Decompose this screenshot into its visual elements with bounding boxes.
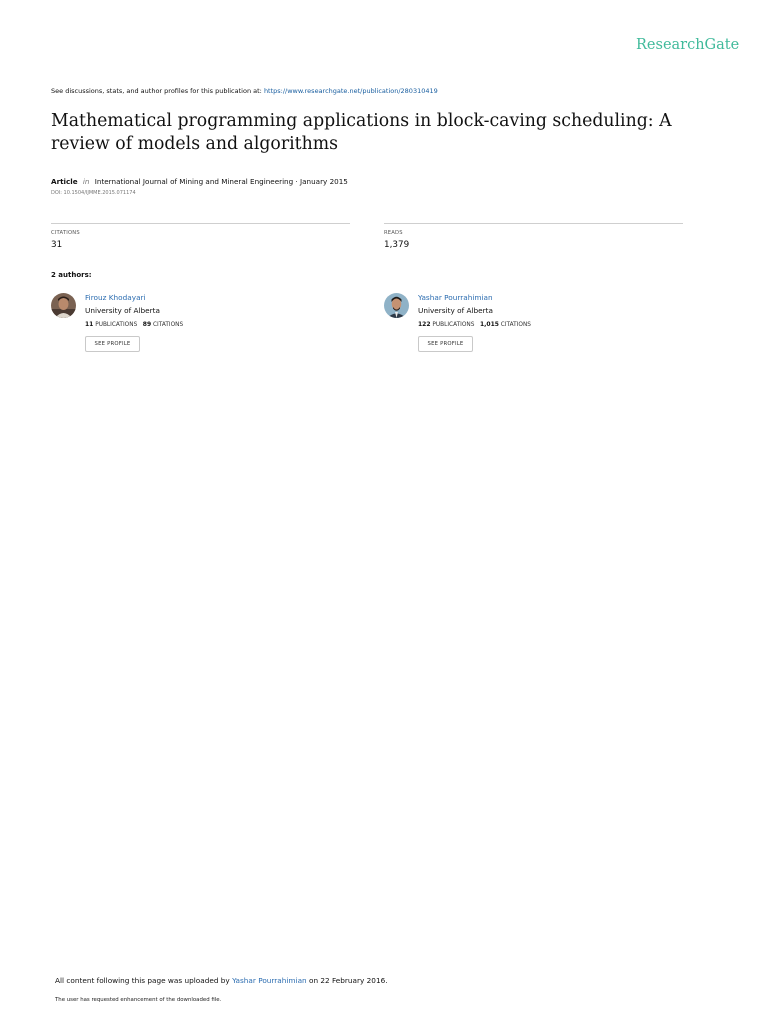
publications-label: PUBLICATIONS — [95, 322, 138, 328]
author-name-link[interactable]: Yashar Pourrahimian — [418, 293, 493, 302]
citations-label: CITATIONS — [51, 230, 80, 236]
author-name-link[interactable]: Firouz Khodayari — [85, 293, 146, 302]
author-affiliation: University of Alberta — [418, 306, 493, 315]
publications-count: 122 — [418, 321, 431, 328]
publication-link[interactable]: https://www.researchgate.net/publication/280310419 — [263, 87, 438, 95]
journal-info: International Journal of Mining and Mineral Engineering · January 2015 — [94, 177, 348, 186]
reads-value: 1,379 — [384, 240, 410, 250]
author-counts — [85, 321, 183, 328]
reads-divider — [384, 223, 683, 224]
author-affiliation: University of Alberta — [85, 306, 160, 315]
publications-label: PUBLICATIONS — [432, 322, 475, 328]
avatar[interactable] — [384, 293, 409, 318]
citations-count: 89 — [142, 321, 152, 328]
publications-count: 11 — [85, 321, 94, 328]
enhancement-note: The user has requested enhancement of the downloaded file. — [55, 997, 222, 1003]
doi: DOI: 10.1504/IJMME.2015.071174 — [51, 190, 136, 196]
article-type: Article — [51, 177, 78, 186]
article-meta — [51, 177, 348, 186]
uploaded-note — [55, 976, 388, 985]
discussion-line — [51, 87, 438, 95]
citations-divider — [51, 223, 350, 224]
author-photo-icon — [51, 293, 76, 318]
citations-count: 1,015 — [479, 321, 499, 328]
author-counts — [418, 321, 531, 328]
avatar[interactable] — [51, 293, 76, 318]
author-photo-icon — [384, 293, 409, 318]
discussion-text: See discussions, stats, and author profiles for this publication at: — [51, 87, 262, 95]
citations-count-label: CITATIONS — [153, 322, 184, 328]
authors-heading: 2 authors: — [51, 271, 92, 279]
researchgate-logo[interactable]: ResearchGate — [636, 37, 740, 53]
see-profile-button[interactable]: SEE PROFILE — [418, 336, 473, 352]
uploader-link[interactable]: Yashar Pourrahimian — [232, 976, 307, 985]
citations-count-label: CITATIONS — [500, 322, 531, 328]
reads-label: READS — [384, 230, 403, 236]
see-profile-button[interactable]: SEE PROFILE — [85, 336, 140, 352]
uploaded-prefix: All content following this page was uploaded by — [55, 976, 230, 985]
page-title: Mathematical programming applications in block-caving scheduling: A review of models and algorithms — [51, 111, 672, 154]
article-in: in — [82, 177, 90, 186]
uploaded-suffix: on 22 February 2016. — [309, 976, 388, 985]
citations-value: 31 — [51, 240, 63, 250]
